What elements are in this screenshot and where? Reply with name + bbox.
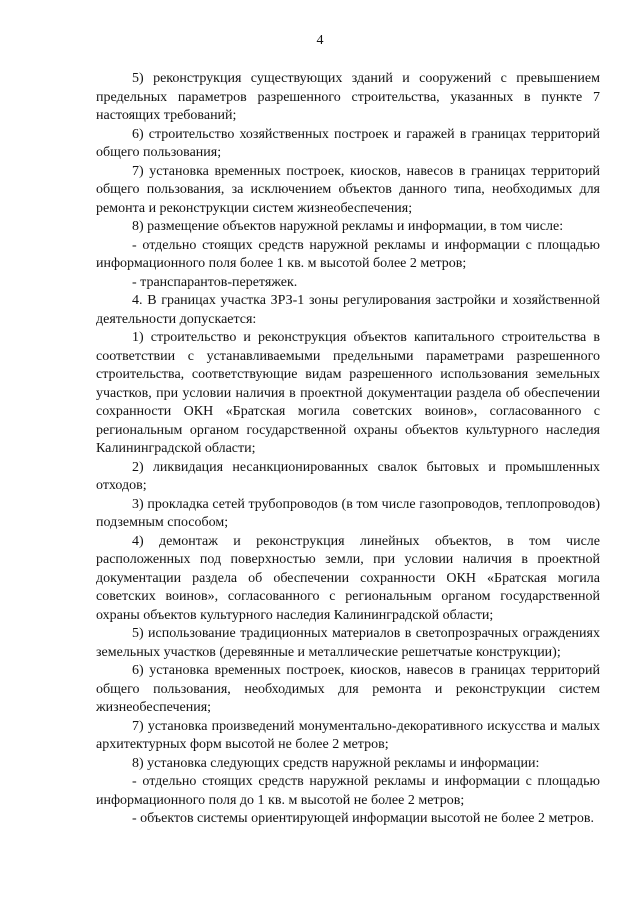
- paragraph: - транспарантов-перетяжек.: [132, 274, 298, 290]
- paragraph: 8) размещение объектов наружной рекламы и информации, в том числе:: [132, 219, 564, 234]
- paragraph: 1) строительство и реконструкция объектов капитального строительства в соответствии с устанавливаемыми предельными параметрами разрешенного строительства, соответствующие видам разрешенного использования земельных участков, при условии наличия в проектной документации раздела об обеспечении сохранности ОКН «Братская могила советских воинов», согласованного с региональным органом государственной охраны объектов культурного наследия Калининградской области;: [96, 330, 600, 456]
- paragraph: 7) установка произведений монументально-декоративного искусства и малых архитектурных форм высотой не более 2 метров;: [96, 718, 600, 752]
- paragraph: 4. В границах участка ЗРЗ-1 зоны регулирования застройки и хозяйственной деятельности допускается:: [96, 293, 600, 327]
- paragraph: - объектов системы ориентирующей информации высотой не более 2 метров.: [132, 811, 594, 826]
- paragraph: 5) использование традиционных материалов в светопрозрачных ограждениях земельных участков (деревянные и металлические решетчатые конструкции);: [96, 626, 600, 660]
- paragraph: 5) реконструкция существующих зданий и сооружений с превышением предельных параметров разрешенного строительства, указанных в пункте 7 настоящих требований;: [96, 71, 600, 123]
- paragraph: 6) установка временных построек, киосков, навесов в границах территорий общего пользования, необходимых для ремонта и реконструкции систем жизнеобеспечения;: [96, 663, 600, 715]
- paragraph: 2) ликвидация несанкционированных свалок бытовых и промышленных отходов;: [96, 459, 600, 493]
- paragraph: 3) прокладка сетей трубопроводов (в том числе газопроводов, теплопроводов) подземным способом;: [96, 496, 600, 530]
- paragraph: 8) установка следующих средств наружной рекламы и информации:: [132, 755, 540, 771]
- paragraph: 7) установка временных построек, киосков, навесов в границах территорий общего пользования, за исключением объектов данного типа, необходимых для ремонта и реконструкции систем жизнеобеспечения;: [96, 163, 600, 216]
- paragraph: 4) демонтаж и реконструкция линейных объектов, в том числе расположенных под поверхностью земли, при условии наличия в проектной документации раздела об обеспечении сохранности ОКН «Братская могила советских воинов», согласованного с региональным органом государственной охраны объектов культурного наследия Калининградской области;: [96, 533, 600, 623]
- document-body: [96, 70, 600, 829]
- paragraph: - отдельно стоящих средств наружной рекламы и информации с площадью информационного поля более 1 кв. м высотой более 2 метров;: [96, 237, 600, 271]
- paragraph: - отдельно стоящих средств наружной рекламы и информации с площадью информационного поля до 1 кв. м высотой не более 2 метров;: [96, 774, 600, 808]
- paragraph: 6) строительство хозяйственных построек и гаражей в границах территорий общего пользования;: [96, 126, 600, 160]
- page-number: 4: [316, 33, 324, 48]
